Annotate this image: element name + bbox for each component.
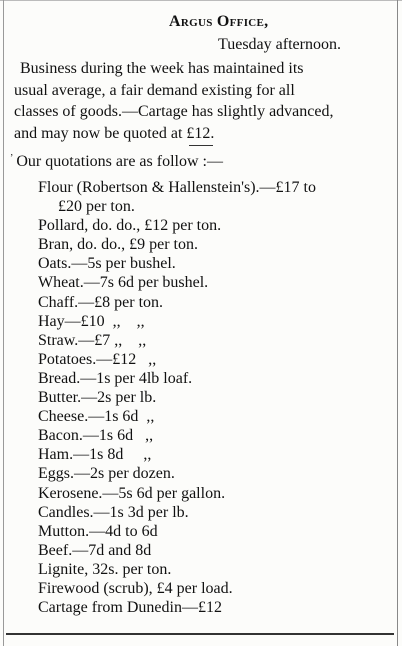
- quote-line: Potatoes.—£12 ,,: [38, 350, 157, 368]
- quote-line: Ham.—1s 8d ,,: [38, 446, 152, 464]
- quote-line: Cartage from Dunedin—£12: [38, 599, 222, 617]
- quote-line: Chaff.—£8 per ton.: [38, 293, 164, 311]
- quote-line: Butter.—2s per lb.: [38, 389, 157, 407]
- quote-line: Lignite, 32s. per ton.: [38, 560, 172, 578]
- quote-line: Hay—£10 ,, ,,: [38, 312, 145, 330]
- quote-line: £20 per ton.: [58, 198, 135, 216]
- quote-line: Straw.—£7 ,, ,,: [38, 331, 147, 349]
- market-report-paragraph: [14, 58, 394, 144]
- quote-line: Oats.—5s per bushel.: [38, 255, 176, 273]
- quote-line: Wheat.—7s 6d per bushel.: [38, 274, 209, 292]
- column-bottom-rule: [6, 633, 394, 635]
- quote-line: Bran, do. do., £9 per ton.: [38, 236, 198, 254]
- column-top-rule: [0, 0, 402, 1]
- quote-line: Kerosene.—5s 6d per gallon.: [38, 484, 226, 502]
- quote-line: Bacon.—1s 6d ,,: [38, 427, 154, 445]
- column-left-rule: [3, 0, 4, 646]
- quote-line: Bread.—1s per 4lb loaf.: [38, 369, 193, 387]
- column-right-rule: [397, 0, 398, 646]
- quote-line: Cheese.—1s 6d ,,: [38, 408, 155, 426]
- report-line: and may now be quoted at £12.: [14, 124, 215, 142]
- section-separator: [189, 145, 213, 146]
- report-line: usual average, a fair demand existing for all: [14, 81, 295, 99]
- report-line: Business during the week has maintained its: [20, 60, 304, 77]
- dateline: Tuesday afternoon.: [218, 36, 341, 53]
- quote-line: Flour (Robertson & Hallenstein's).—£17 to: [38, 179, 316, 196]
- quote-line: Beef.—7d and 8d: [38, 541, 152, 559]
- quotations-intro: ’ Our quotations are as follow :—: [10, 153, 223, 170]
- quote-line: Firewood (scrub), £4 per load.: [38, 579, 233, 597]
- quote-line: Pollard, do. do., £12 per ton.: [38, 217, 222, 235]
- report-line: classes of goods.—Cartage has slightly advanced,: [14, 103, 334, 120]
- office-heading: Argus Office,: [169, 13, 269, 30]
- quote-line: Eggs.—2s per dozen.: [38, 465, 175, 483]
- quote-line: Candles.—1s 3d per lb.: [38, 503, 189, 521]
- quote-line: Mutton.—4d to 6d: [38, 522, 158, 540]
- quotations-list: [38, 178, 316, 617]
- quotations-intro-text: Our quotations are as follow :—: [16, 153, 223, 170]
